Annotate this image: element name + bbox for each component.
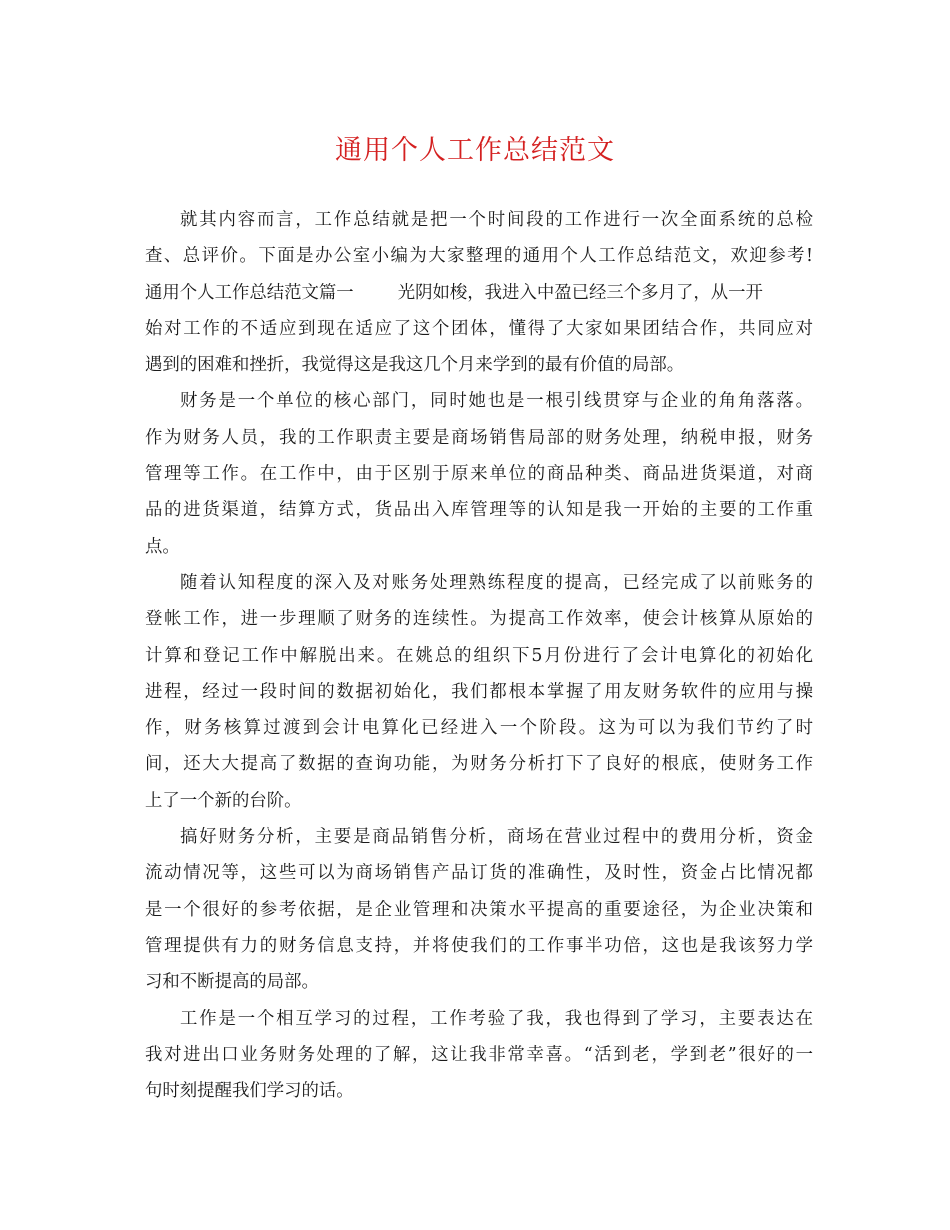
text-line: 就其内容而言，工作总结就是把一个时间段的工作进行一次全面系统的总检 [180,210,813,230]
text-line: 作为财务人员，我的工作职责主要是商场销售局部的财务处理，纳税申报，财务 [145,427,813,448]
document-title: 通用个人工作总结范文 [335,135,615,166]
text-line: 登帐工作，进一步理顺了财务的连续性。为提高工作效率，使会计核算从原始的 [145,609,813,630]
text-line-combined [145,275,813,311]
text-line: 工作是一个相互学习的过程，工作考验了我，我也得到了学习，主要表达在 [180,1008,813,1029]
text-line: 我对进出口业务财务处理的了解，这让我非常幸喜。“活到老，学到老”很好的一 [145,1044,813,1065]
section-heading: 通用个人工作总结范文篇一 [145,282,354,303]
text-line: 财务是一个单位的核心部门，同时她也是一根引线贯穿与企业的角角落落。 [180,391,813,412]
text-line: 流动情况等，这些可以为商场销售产品订货的准确性，及时性，资金占比情况都 [145,863,813,884]
text-line: 是一个很好的参考依据，是企业管理和决策水平提高的重要途径，为企业决策和 [145,899,813,920]
text-line: 点。 [145,536,180,557]
text-line: 随着认知程度的深入及对账务处理熟练程度的提高，已经完成了以前账务的 [180,572,813,593]
text-line: 管理提供有力的财务信息支持，并将使我们的工作事半功倍，这也是我该努力学 [145,935,813,956]
text-line: 进程，经过一段时间的数据初始化，我们都根本掌握了用友财务软件的应用与操 [145,681,813,702]
text-line: 光阴如梭，我进入中盈已经三个多月了，从一开 [397,282,763,303]
text-line: 查、总评价。下面是办公室小编为大家整理的通用个人工作总结范文，欢迎参考! [145,246,813,267]
text-line: 上了一个新的台阶。 [145,790,302,811]
text-line: 始对工作的不适应到现在适应了这个团体，懂得了大家如果团结合作，共同应对 [145,318,813,339]
text-line: 管理等工作。在工作中，由于区别于原来单位的商品种类、商品进货渠道，对商 [145,464,813,485]
text-line: 习和不断提高的局部。 [145,972,319,993]
text-line: 间，还大大提高了数据的查询功能，为财务分析打下了良好的根底，使财务工作 [145,754,813,775]
text-line: 计算和登记工作中解脱出来。在姚总的组织下5月份进行了会计电算化的初始化 [145,645,813,666]
text-line: 句时刻提醒我们学习的话。 [145,1081,354,1102]
text-line: 搞好财务分析，主要是商品销售分析，商场在营业过程中的费用分析，资金 [180,827,813,848]
text-line: 作，财务核算过渡到会计电算化已经进入一个阶段。这为可以为我们节约了时 [145,718,813,739]
text-line: 品的进货渠道，结算方式，货品出入库管理等的认知是我一开始的主要的工作重 [145,500,813,521]
text-line: 遇到的困难和挫折，我觉得这是我这几个月来学到的最有价值的局部。 [145,355,685,376]
document-body [145,202,813,1109]
